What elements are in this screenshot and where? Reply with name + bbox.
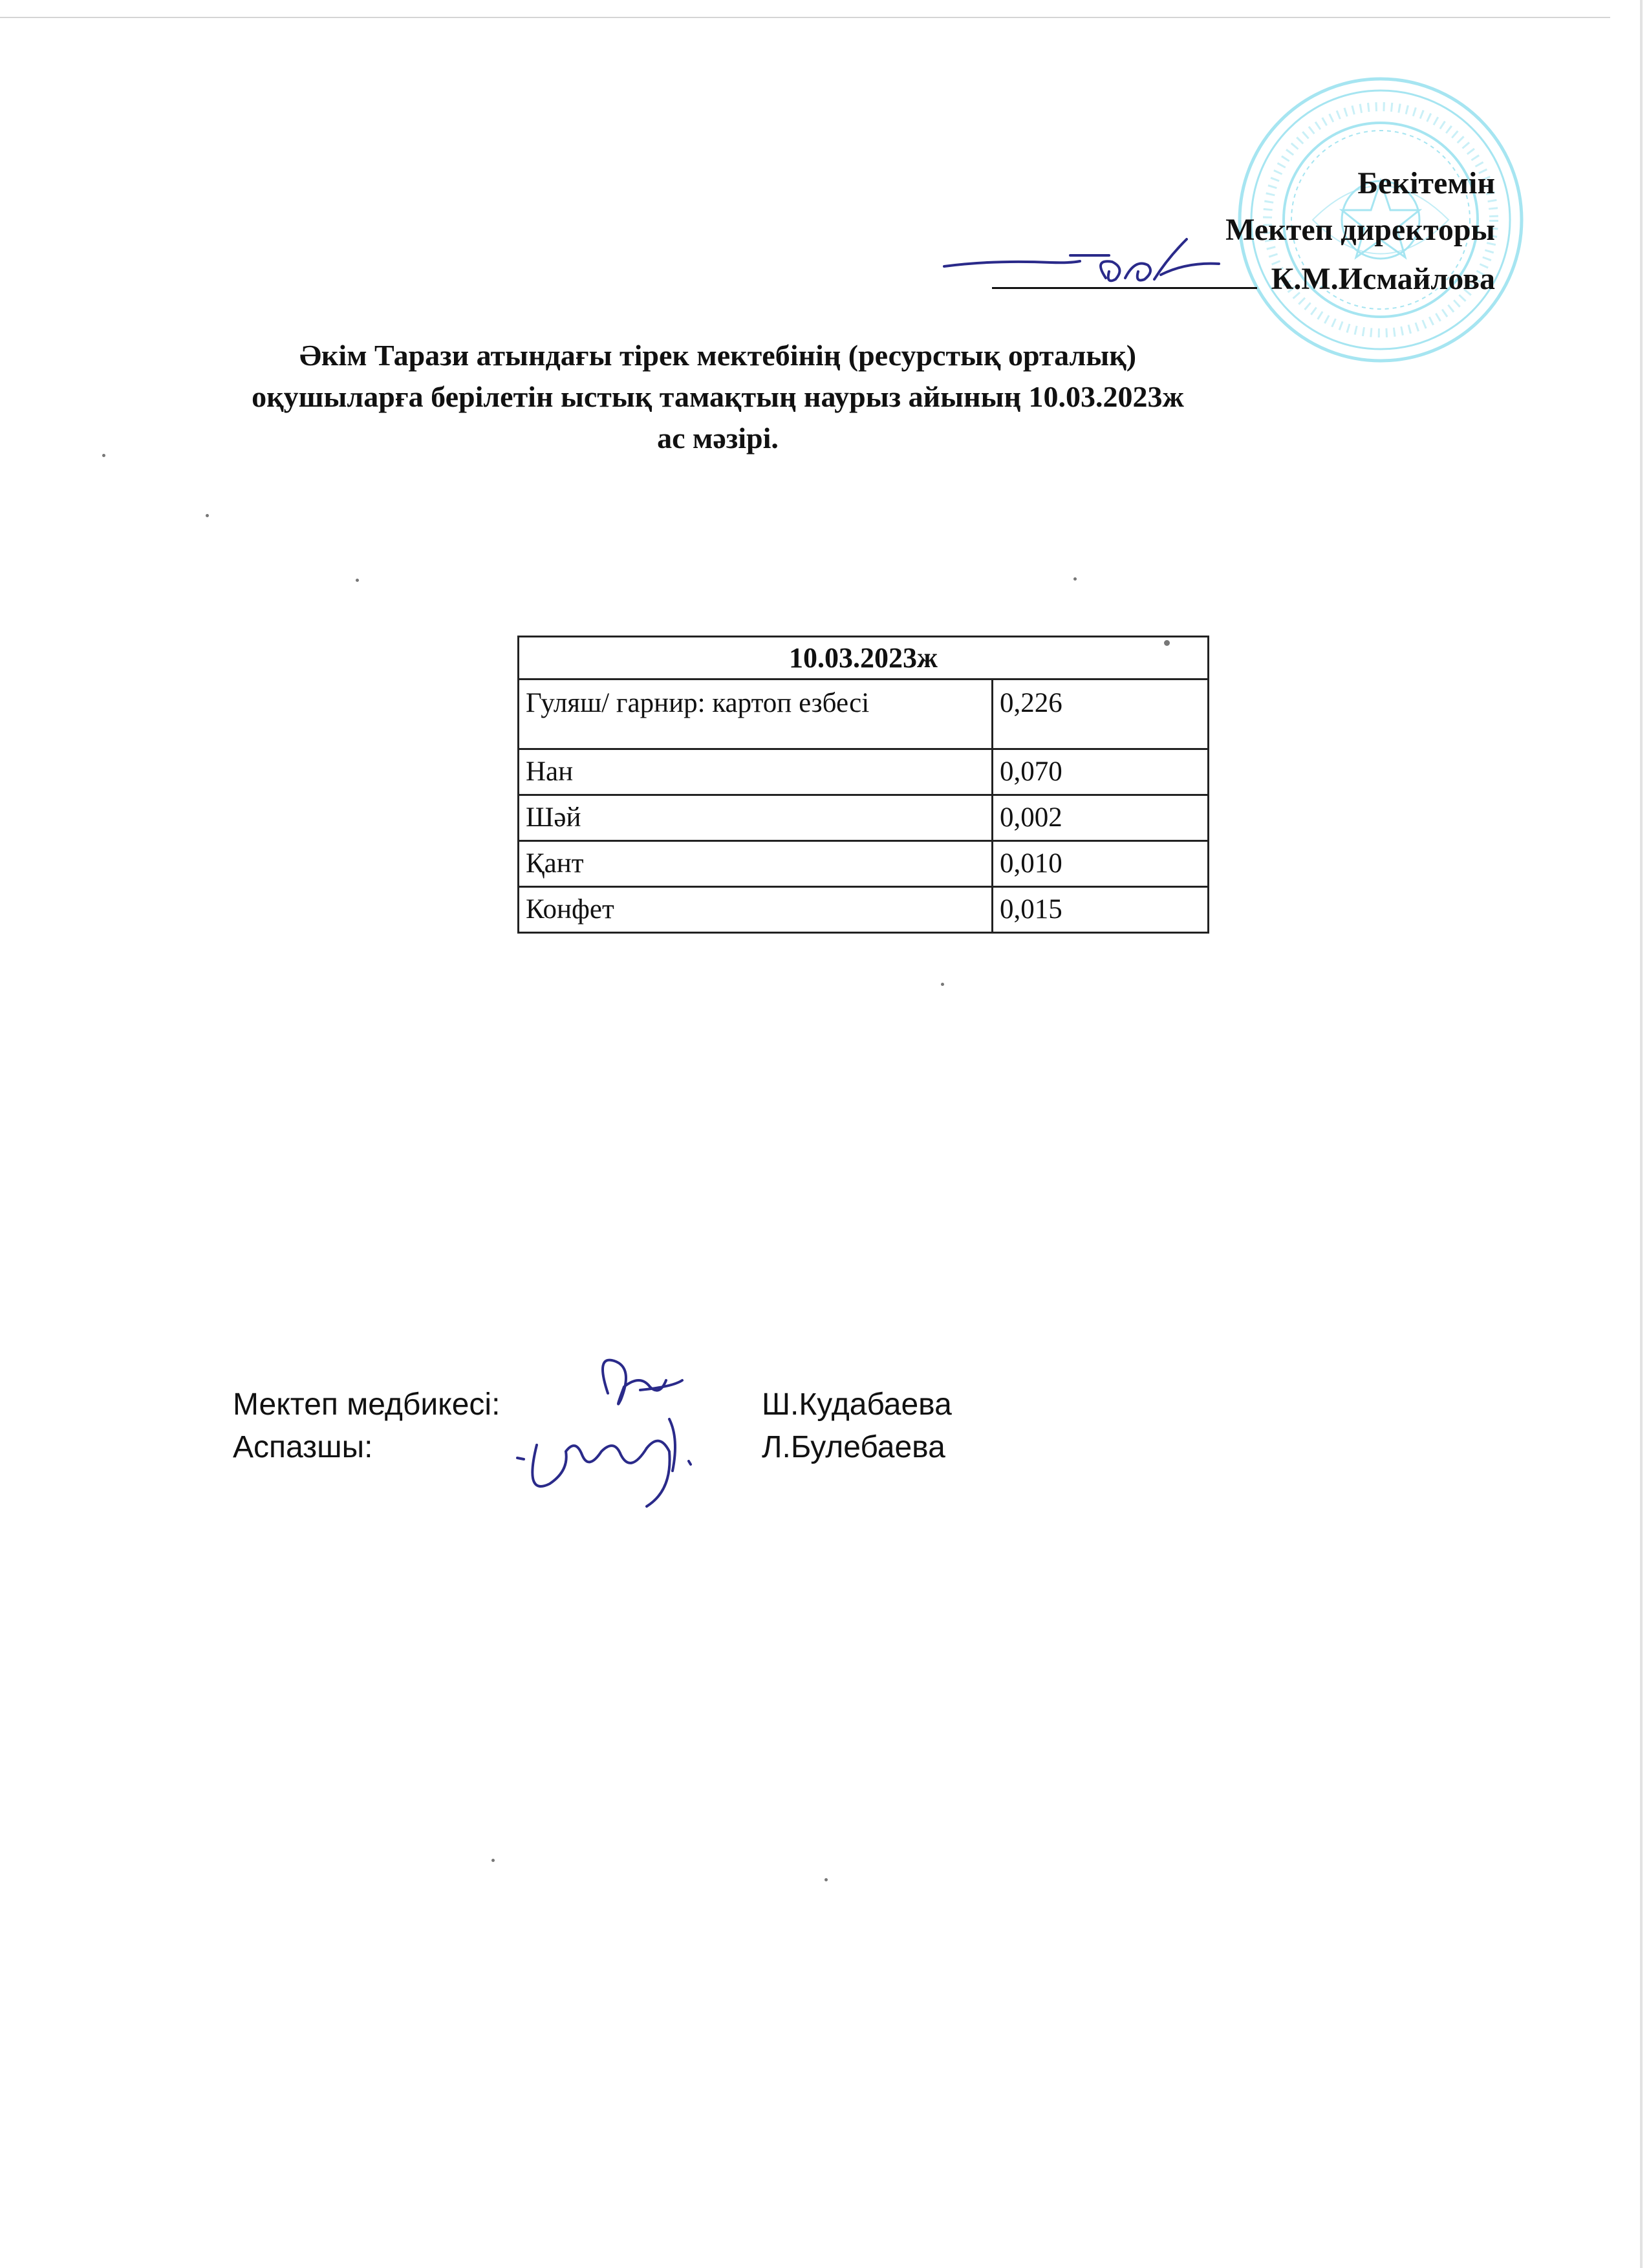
approval-label: Бекітемін (1357, 166, 1495, 200)
table-header-row (519, 637, 1209, 679)
menu-item: Қант (519, 841, 993, 887)
table-row (519, 841, 1209, 887)
nurse-role: Мектеп медбикесі: (233, 1387, 501, 1422)
menu-date-header: 10.03.2023ж (519, 637, 1209, 679)
cook-role: Аспазшы: (233, 1430, 373, 1464)
document-title (213, 335, 1222, 459)
table-row (519, 679, 1209, 749)
menu-qty: 0,015 (993, 887, 1209, 933)
director-signature-icon (941, 233, 1225, 304)
menu-qty: 0,002 (993, 795, 1209, 841)
cook-name: Л.Булебаева (762, 1430, 945, 1464)
director-title: Мектеп директоры (1225, 213, 1495, 247)
scan-edge-top (0, 17, 1610, 18)
menu-item: Нан (519, 749, 993, 795)
director-name: К.М.Исмайлова (1271, 262, 1495, 296)
scan-speck (206, 514, 209, 517)
title-line-2: оқушыларға берілетін ыстық тамақтың наурыз айының 10.03.2023ж (252, 380, 1184, 413)
scan-speck (356, 579, 359, 582)
menu-item: Гуляш/ гарнир: картоп езбесі (519, 679, 993, 749)
menu-table (517, 636, 1209, 934)
scan-speck (1073, 577, 1077, 581)
scan-speck (491, 1859, 495, 1862)
scan-speck (941, 983, 944, 986)
staff-signatures-icon (511, 1342, 724, 1523)
scan-speck (1164, 640, 1170, 646)
scan-speck (102, 454, 105, 457)
table-row (519, 795, 1209, 841)
title-line-1: Әкім Тарази атындағы тірек мектебінің (ресурстық орталық) (299, 339, 1137, 372)
menu-qty: 0,010 (993, 841, 1209, 887)
menu-qty: 0,070 (993, 749, 1209, 795)
scan-speck (824, 1878, 828, 1881)
table-row (519, 749, 1209, 795)
menu-item: Шәй (519, 795, 993, 841)
title-line-3: ас мәзірі. (657, 422, 779, 455)
scan-edge-right (1640, 0, 1643, 2268)
table-row (519, 887, 1209, 933)
menu-qty: 0,226 (993, 679, 1209, 749)
menu-item: Конфет (519, 887, 993, 933)
nurse-name: Ш.Кудабаева (762, 1387, 952, 1422)
